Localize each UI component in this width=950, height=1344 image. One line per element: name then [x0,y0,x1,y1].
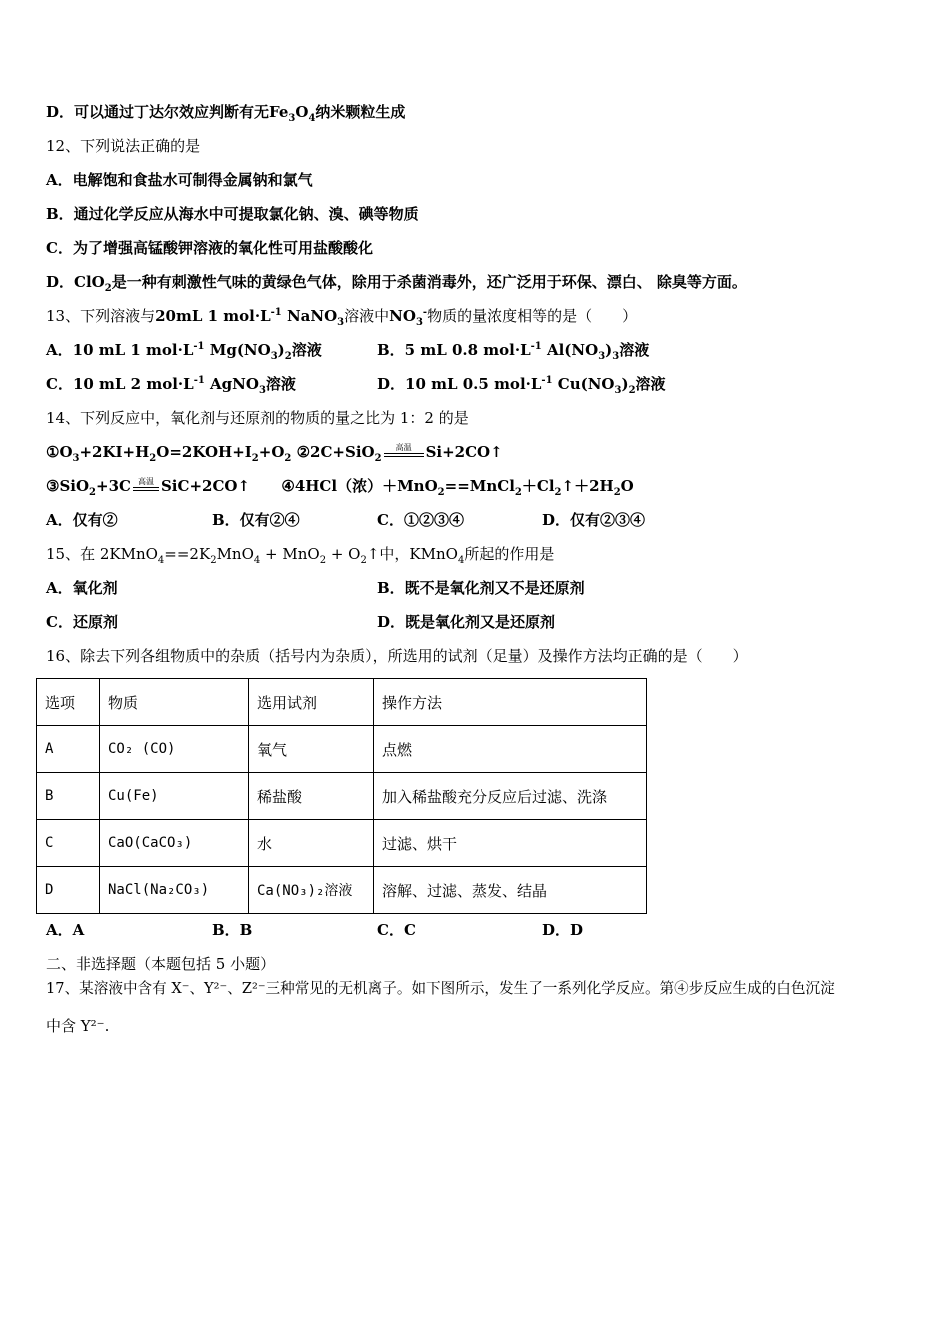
table-header-cell: 物质 [100,679,249,726]
table-header-cell: 选项 [37,679,100,726]
reaction-4: ④4HCl（浓）＋MnO [281,477,438,495]
table-cell: B [37,773,100,820]
table-header-cell: 选用试剂 [249,679,374,726]
table-cell: 稀盐酸 [249,773,374,820]
q12-stem: 12、下列说法正确的是 [46,137,201,155]
stem-part: 中，KMnO [379,545,458,563]
q14-stem: 14、下列反应中，氧化剂与还原剂的物质的量之比为 1：2 的是 [46,409,469,427]
q13-option-d: D．10 mL 0.5 $mol\cdot L^{-1}$ $Cu(NO_3)_2$溶液 [377,375,666,396]
option-label: D． [46,103,75,121]
option-text: 溶液 [619,341,650,359]
q16-option-c: C．C [377,921,416,939]
q14-option-d: D．仅有②③④ [542,511,646,529]
q13-option-b: B．5 mL 0.8 $mol\cdot L^{-1}$ $Al(NO_3)_3$溶液 [377,341,650,362]
table-cell: C [37,820,100,867]
table-cell: A [37,726,100,773]
table-cell: 加入稀盐酸充分反应后过滤、洗涤 [374,773,647,820]
reaction-2-tail: Si+2CO↑ [425,443,503,461]
table-cell: 点燃 [374,726,647,773]
option-text: 溶液 [635,375,666,393]
q16-option-d: D．D [542,921,584,939]
option-text: 溶液 [291,341,322,359]
q15-option-b: B．既不是氧化剂又不是还原剂 [377,579,585,597]
condition-text: 高温 [137,477,154,486]
q12-option-b: B．通过化学反应从海水中可提取氯化钠、溴、碘等物质 [46,205,419,223]
q12-option-c: C．为了增强高锰酸钾溶液的氧化性可用盐酸酸化 [46,239,373,257]
q12-option-d: D．ClO$_2$是一种有刺激性气味的黄绿色气体，除用于杀菌消毒外，还广泛用于环保、漂白、 除臭等方面。 [46,273,747,294]
table-row [37,867,647,914]
option-text: B．5 mL 0.8 mol·L [377,341,531,359]
table-cell: NaCl(Na₂CO₃) [100,867,249,914]
section-heading: 二、非选择题（本题包括 5 小题） [46,955,276,973]
q14-reactions-3-4: ③SiO$_2$+3C 高温 SiC+2CO↑ ④4HCl（浓）$+MnO_2==MnCl_2+Cl_2↑+2H_2O$ [46,476,634,496]
q13-option-c: C．10 mL 2 $mol\cdot L^{-1}$ AgNO$_3$溶液 [46,375,296,396]
table-cell: CaO(CaCO₃) [100,820,249,867]
table-cell: 溶解、过滤、蒸发、结晶 [374,867,647,914]
stem-part: 所起的作用是 [464,545,555,563]
stem-part: 15、在 2KMnO [46,545,158,563]
q11-option-d: D．可以通过丁达尔效应判断有无$Fe_3O_4$纳米颗粒生成 [46,103,406,124]
table-header-cell: 操作方法 [374,679,647,726]
q14-option-c: C．①②③④ [377,511,464,529]
reaction-1: ①O [46,443,73,461]
option-text-tail: 纳米颗粒生成 [315,103,406,121]
q14-option-a: A．仅有② [46,511,118,529]
reaction-3-tail: SiC+2CO↑ [160,477,251,495]
option-text: C．10 mL 2 mol·L [46,375,194,393]
stem-part: 溶液中 [344,307,390,325]
q15-option-d: D．既是氧化剂又是还原剂 [377,613,556,631]
option-text: 溶液 [265,375,296,393]
q15-option-a: A．氧化剂 [46,579,118,597]
stem-part: 13、下列溶液与 [46,307,156,325]
q12-option-a: A．电解饱和食盐水可制得金属钠和氯气 [46,171,313,189]
table-row [37,726,647,773]
q17-stem-line1: 17、某溶液中含有 X⁻、Y²⁻、Z²⁻三种常见的无机离子。如下图所示，发生了一系列化学反应。第④步反应生成的白色沉淀 [46,980,835,997]
q13-stem: 13、下列溶液与20mL 1 $mol\cdot L^{-1}$ NaNO$_3$溶液中$NO_3^-$物质的量浓度相等的是（ ） [46,307,638,328]
reaction-2: ②2C+SiO [296,443,375,461]
option-text: A．10 mL 1 mol·L [46,341,194,359]
q13-option-a: A．10 mL 1 $mol\cdot L^{-1}$ $Mg(NO_3)_2$溶液 [46,341,322,362]
q15-stem: 15、在 $2KMnO_4==2K_2MnO_4 + MnO_2$ + $O_2↑$中，KMnO$_4$所起的作用是 [46,545,555,566]
q17-stem-line2: 中含 Y²⁻. [46,1017,110,1035]
table-cell: 水 [249,820,374,867]
table-row [37,773,647,820]
table-cell: 过滤、烘干 [374,820,647,867]
stem-part: 20mL 1 mol·L [155,307,271,325]
table-row [37,820,647,867]
table-header-row [37,679,647,726]
q14-option-b: B．仅有②④ [212,511,300,529]
table-cell: D [37,867,100,914]
table-cell: 氧气 [249,726,374,773]
option-label: D． [46,273,75,291]
q16-table [36,678,647,914]
high-temp-condition [382,443,426,460]
table-cell: Ca(NO₃)₂溶液 [249,867,374,914]
q16-option-a: A．A [46,921,85,939]
table-cell: Cu(Fe) [100,773,249,820]
q16-stem: 16、除去下列各组物质中的杂质（括号内为杂质），所选用的试剂（足量）及操作方法均正确的是（ ） [46,647,748,665]
high-temp-condition [131,477,161,494]
q16-option-b: B．B [212,921,253,939]
q14-reactions-1-2: $①O_3+2KI+H_2O=2KOH+I_2+O_2$ ②2C+SiO$_2$ 高温 Si+2CO↑ [46,442,503,462]
option-text: 是一种有刺激性气味的黄绿色气体，除用于杀菌消毒外，还广泛用于环保、漂白、 除臭等方面。 [111,273,747,291]
reaction-3: ③SiO [46,477,90,495]
condition-text: 高温 [395,443,412,452]
option-text: D．10 mL 0.5 mol·L [377,375,542,393]
table-cell: CO₂ (CO) [100,726,249,773]
option-text: 可以通过丁达尔效应判断有无 [74,103,270,121]
stem-part: 物质的量浓度相等的是（ ） [427,307,638,325]
q15-option-c: C．还原剂 [46,613,118,631]
